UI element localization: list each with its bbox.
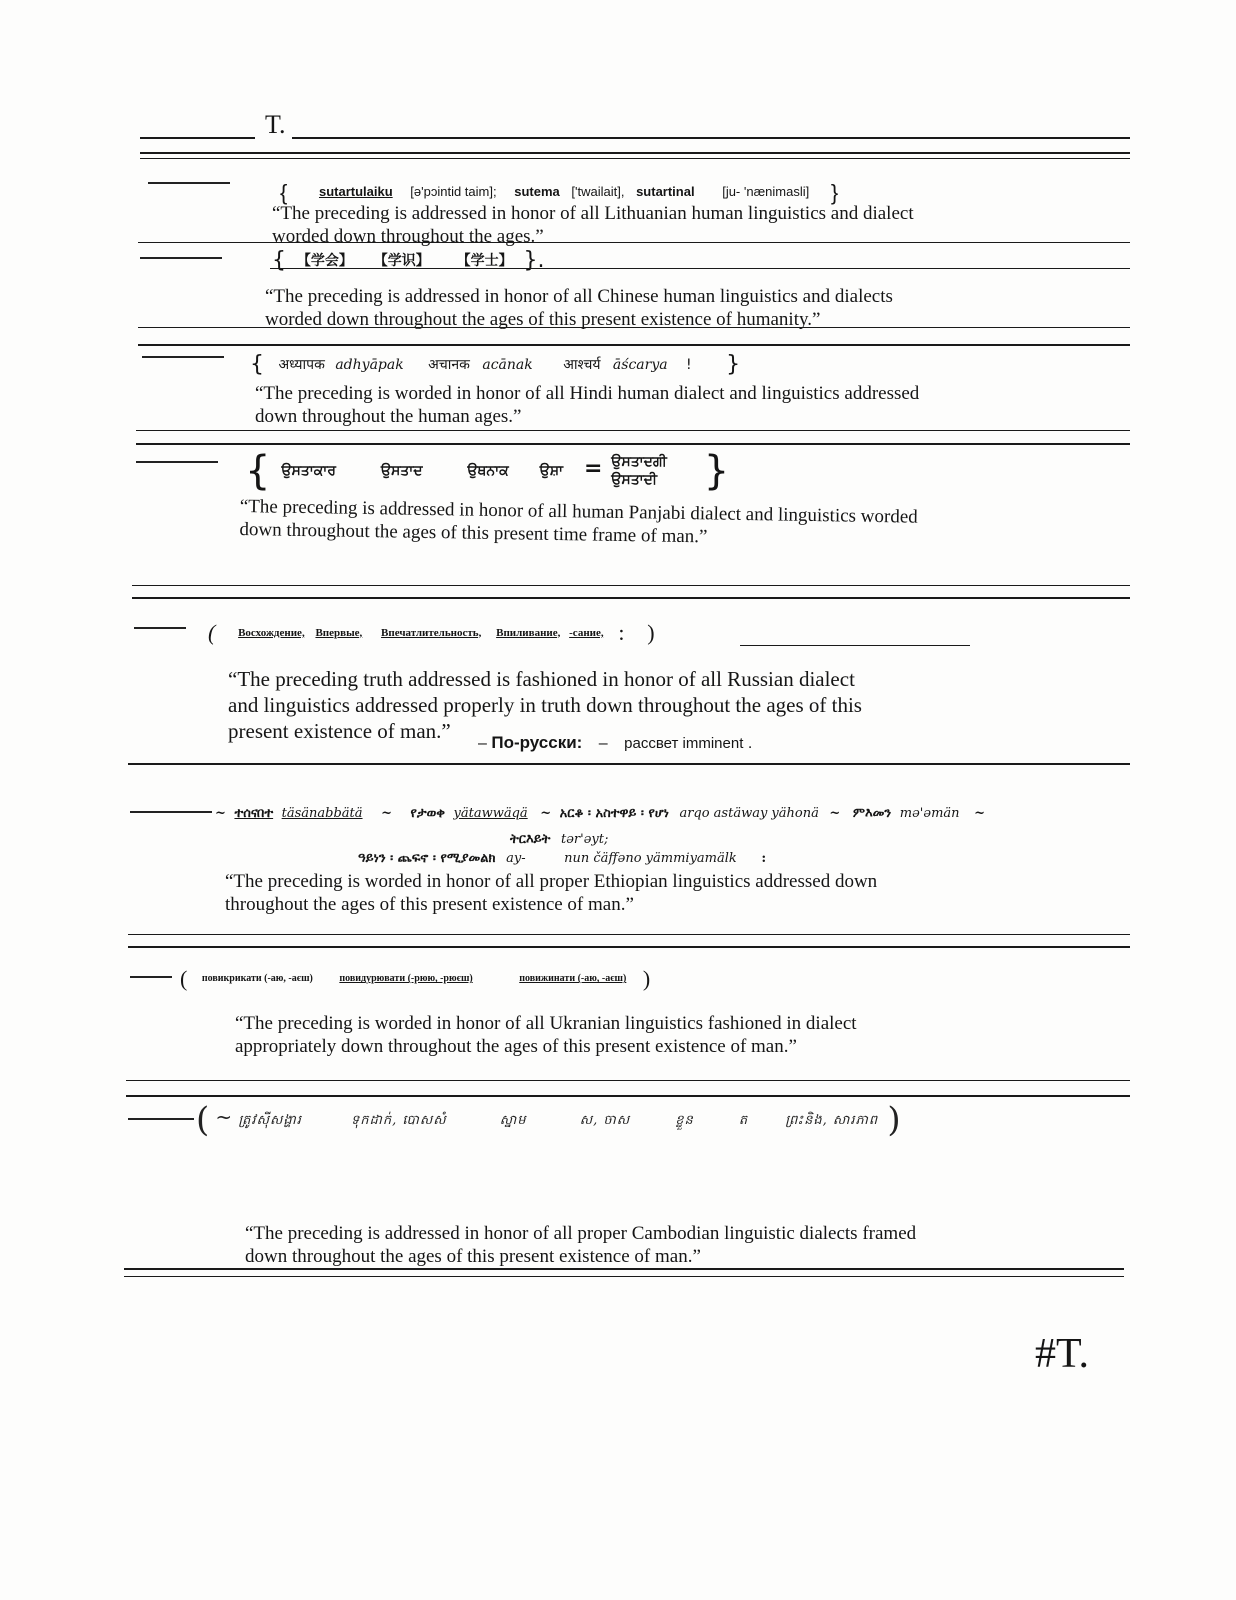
tilde: ~ <box>974 806 985 821</box>
term: 【学士】 <box>456 252 513 269</box>
open-brace: { <box>280 180 288 205</box>
term: የታወቀ <box>410 806 445 821</box>
tilde: ~ <box>215 806 226 821</box>
tilde: ~ <box>381 806 392 821</box>
header-letter: T. <box>265 110 286 139</box>
section-rule <box>124 1268 1124 1270</box>
section-rule <box>138 242 1130 243</box>
close-brace: ) <box>642 966 651 991</box>
term: повидурювати (-рюю, -рюєш) <box>339 973 473 985</box>
section-rule <box>136 443 1130 445</box>
section-dash <box>148 182 230 184</box>
term: повижинати (-аю, -аєш) <box>519 973 627 985</box>
section-rule <box>132 585 1130 586</box>
term: ਉਸਤਾਕਾਰ <box>281 463 336 479</box>
cambodian-quote: “The preceding is addressed in honor of all proper Cambodian linguistic dialects framed down throughout the ages of this present existence of man.” <box>245 1223 917 1267</box>
russian-tail-label: По-русски: <box>491 733 583 752</box>
equals-sign: = <box>583 456 603 481</box>
ukranian-terms <box>180 966 678 992</box>
section-rule <box>132 597 1130 599</box>
open-brace: ( <box>208 620 216 645</box>
section-rule <box>136 430 1130 431</box>
tilde: ~ <box>215 1104 234 1129</box>
close-brace: } <box>726 352 741 377</box>
open-brace: ( <box>180 966 188 991</box>
term: ਉਸਤਾਦ <box>380 463 423 479</box>
section-rule <box>740 645 970 646</box>
term: adhyāpak <box>335 356 404 373</box>
term: अचानक <box>428 356 470 373</box>
footer-mark: #T. <box>1035 1331 1090 1377</box>
close-brace: } <box>703 448 730 494</box>
tilde: ~ <box>829 806 841 821</box>
term: sutartinal <box>636 184 695 200</box>
section-rule <box>126 1095 1130 1097</box>
russian-tail-value: рассвет imminent <box>624 735 744 752</box>
section-rule <box>138 327 1130 328</box>
close-brace: ) <box>647 620 655 645</box>
term: 【学识】 <box>373 252 430 269</box>
section-dash <box>130 811 212 813</box>
lithuanian-quote: “The preceding is addressed in honor of all Lithuanian human linguistics and dialect worded down throughout the ages.” <box>272 203 914 247</box>
term: ត <box>738 1112 749 1128</box>
hindi-quote: “The preceding is worded in honor of all Hindi human dialect and linguistics addressed down throughout the human ages.” <box>255 383 920 427</box>
section-dash <box>130 976 172 978</box>
open-brace: { <box>272 248 286 273</box>
section-dash <box>134 627 186 629</box>
section-dash <box>142 356 224 358</box>
term: ស, ចាស <box>579 1112 631 1128</box>
term: ខ្លួន <box>675 1112 694 1128</box>
term: sutartulaiku <box>318 184 393 200</box>
term: āścarya <box>612 356 668 373</box>
close-brace: }. <box>523 248 545 273</box>
chinese-terms <box>272 248 573 273</box>
tilde: ~ <box>540 806 552 821</box>
term: -сание, <box>569 626 604 639</box>
term: sutema <box>514 184 560 200</box>
term-stack <box>611 453 695 489</box>
section-rule <box>126 1080 1130 1081</box>
panjabi-quote: “The preceding is addressed in honor of all human Panjabi dialect and linguistics worded down throughout the ages of this present time frame of man.” <box>239 495 918 548</box>
term: tər'əyt; <box>560 832 609 847</box>
russian-tail <box>478 733 752 753</box>
header-rule-left <box>140 137 255 139</box>
term: ਉਸਤਾਦਗੀ <box>611 454 667 470</box>
term: अध्यापक <box>278 356 325 373</box>
open-brace: { <box>250 352 264 377</box>
dash-mark: – <box>478 735 492 752</box>
term: ! <box>686 356 692 373</box>
close-brace: } <box>830 180 839 205</box>
term: ትርእይት <box>510 832 551 847</box>
section-rule <box>124 1276 1124 1277</box>
term: nun čäffəno yämmiyamälk <box>564 851 737 866</box>
open-brace: ( <box>196 1100 211 1140</box>
term: täsänabbätä <box>281 806 363 821</box>
term: ត្រូវស៊ីសង្ហារ <box>238 1112 302 1128</box>
cambodian-terms <box>196 1100 902 1140</box>
term: Впервые, <box>315 626 363 639</box>
section-dash <box>128 1118 194 1120</box>
ethiopian-terms-line3 <box>358 851 794 866</box>
term: [ə'pɔintid taim]; <box>410 184 497 200</box>
term: ਉਥਨਾਕ <box>467 463 509 479</box>
dash-mark: – <box>598 735 608 752</box>
term: ዓይነን ፡ ጨፍኖ ፡ የሚያመልክ <box>358 851 496 866</box>
russian-terms <box>208 620 683 646</box>
term: ['twailait], <box>571 184 625 200</box>
close-brace: ) <box>887 1100 902 1140</box>
term: ay- <box>506 851 526 866</box>
header-rule-double-2 <box>140 158 1130 159</box>
section-rule <box>128 934 1130 935</box>
section-dash <box>136 461 218 463</box>
term: acānak <box>482 356 533 373</box>
term: arqo astäway yähonä <box>679 806 819 821</box>
open-brace: { <box>245 448 271 494</box>
term: Впечатлительность, <box>381 626 482 639</box>
ukranian-quote: “The preceding is worded in honor of all Ukranian linguistics fashioned in dialect appropriately down throughout the ages of this present existence of man.” <box>235 1013 857 1057</box>
header-rule-right <box>292 137 1130 139</box>
section-rule <box>138 344 1130 346</box>
term: ស្នាម <box>499 1112 527 1128</box>
term: [ju- 'nænimasli] <box>722 184 810 200</box>
ethiopian-terms-line2 <box>510 832 636 847</box>
russian-quote: “The preceding truth addressed is fashioned in honor of all Russian dialect and linguistics addressed properly in truth down throughout the ages of this present existence of man.” <box>228 667 862 743</box>
colon: : <box>761 851 767 866</box>
section-rule <box>128 763 1130 765</box>
term: ተሰናበተ <box>234 806 274 821</box>
term: yätawwäqä <box>453 806 528 821</box>
term: आश्चर्य <box>563 356 601 373</box>
term: 【学会】 <box>296 252 353 269</box>
ethiopian-terms-line1 <box>215 806 1013 821</box>
term: አርቆ ፡ አስተዋይ ፡ የሆነ <box>559 806 669 821</box>
section-rule <box>128 946 1130 948</box>
term: ምእመን <box>852 806 892 821</box>
term: mə'əmän <box>899 806 960 821</box>
period: . <box>747 735 753 752</box>
panjabi-terms <box>245 448 757 494</box>
ethiopian-quote: “The preceding is worded in honor of all proper Ethiopian linguistics addressed down throughout the ages of this present existence of man.” <box>225 871 878 915</box>
section-rule <box>270 268 1130 269</box>
header-rule-double-1 <box>140 152 1130 154</box>
term: ਉਸ਼ਾ <box>539 463 564 479</box>
section-dash <box>140 257 222 259</box>
chinese-quote: “The preceding is addressed in honor of all Chinese human linguistics and dialects worded down throughout the ages of this present existence of humanity.” <box>265 286 893 330</box>
term: повикрикати (-аю, -аєш) <box>201 973 313 985</box>
term: ਉਸਤਾਦੀ <box>611 472 658 488</box>
term: Впиливание, <box>496 626 561 639</box>
colon: : <box>618 620 625 645</box>
term: ទុកដាក់, បោសសំ <box>350 1112 447 1128</box>
term: Восхождение, <box>238 626 305 639</box>
term: ព្រះនិង, សារភាព <box>785 1112 879 1128</box>
hindi-terms <box>250 352 768 377</box>
